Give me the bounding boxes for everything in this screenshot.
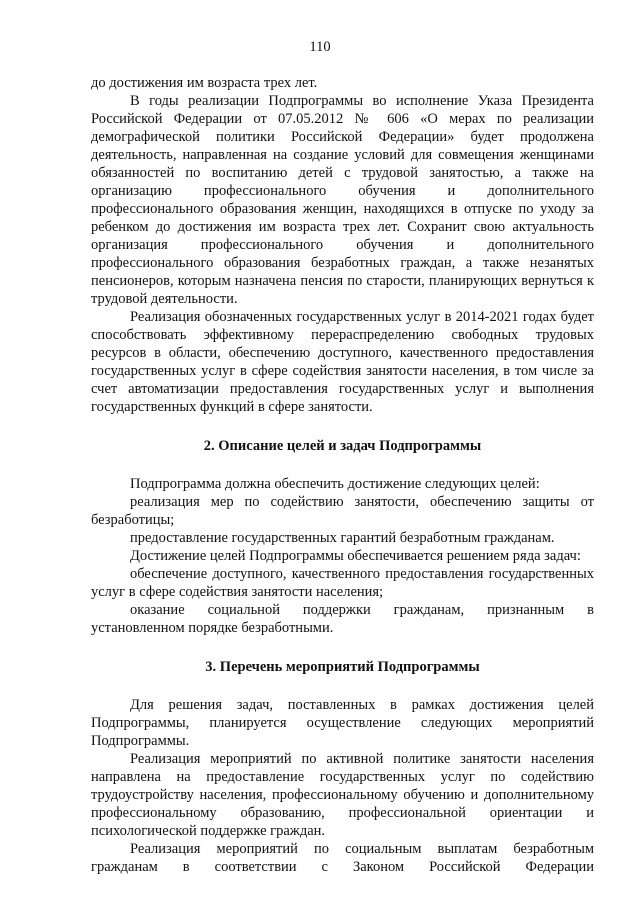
- paragraph: Реализация мероприятий по активной политике занятости населения направлена на предоставление государственных услуг по содействию трудоустройству населения, профессиональному обучению и дополнительному профессиональному образованию, профессиональной ориентации и психологической поддержке граждан.: [91, 751, 594, 839]
- paragraph: обеспечение доступного, качественного предоставления государственных услуг в сфере содействия занятости населения;: [91, 566, 594, 600]
- section-heading: 3. Перечень мероприятий Подпрограммы: [205, 659, 480, 675]
- section-heading: 2. Описание целей и задач Подпрограммы: [203, 438, 482, 454]
- paragraph: Подпрограмма должна обеспечить достижение следующих целей:: [130, 476, 540, 492]
- paragraph: Для решения задач, поставленных в рамках достижения целей Подпрограммы, планируется осуществление следующих мероприятий Подпрограммы.: [91, 697, 594, 749]
- paragraph: В годы реализации Подпрограммы во исполнение Указа Президента Российской Федерации от 07.05.2012 № 606 «О мерах по реализации демографической политики Российской Федерации» будет продолжена деятельность, направленная на создание условий для совмещения женщинами обязанностей по воспитанию детей с трудовой занятостью, а также на организацию профессионального обучения и дополнительного профессионального образования женщин, находящихся в отпуске по уходу за ребенком до достижения им возраста трех лет. Сохранит свою актуальность организация профессионального обучения и дополнительного профессионального образования безработных граждан, а также незанятых пенсионеров, которым назначена пенсия по старости, планирующих вернуться к трудовой деятельности.: [91, 93, 594, 307]
- page-number: 110: [309, 39, 331, 55]
- document-body: [91, 74, 594, 876]
- paragraph: оказание социальной поддержки гражданам, признанным в установленном порядке безработными.: [91, 602, 594, 636]
- paragraph: до достижения им возраста трех лет.: [91, 75, 318, 91]
- paragraph: Реализация мероприятий по социальным выплатам безработным гражданам в соответствии с Законом Российской Федерации: [91, 841, 594, 875]
- paragraph: Реализация обозначенных государственных услуг в 2014-2021 годах будет способствовать эффективному перераспределению свободных трудовых ресурсов в области, обеспечению доступного, качественного предоставления государственных услуг в сфере содействия занятости населения, в том числе за счет автоматизации предоставления государственных услуг и выполнения государственных функций в сфере занятости.: [91, 309, 594, 415]
- paragraph: реализация мер по содействию занятости, обеспечению защиты от безработицы;: [91, 494, 594, 528]
- paragraph: предоставление государственных гарантий безработным гражданам.: [130, 530, 555, 546]
- paragraph: Достижение целей Подпрограммы обеспечивается решением ряда задач:: [130, 548, 581, 564]
